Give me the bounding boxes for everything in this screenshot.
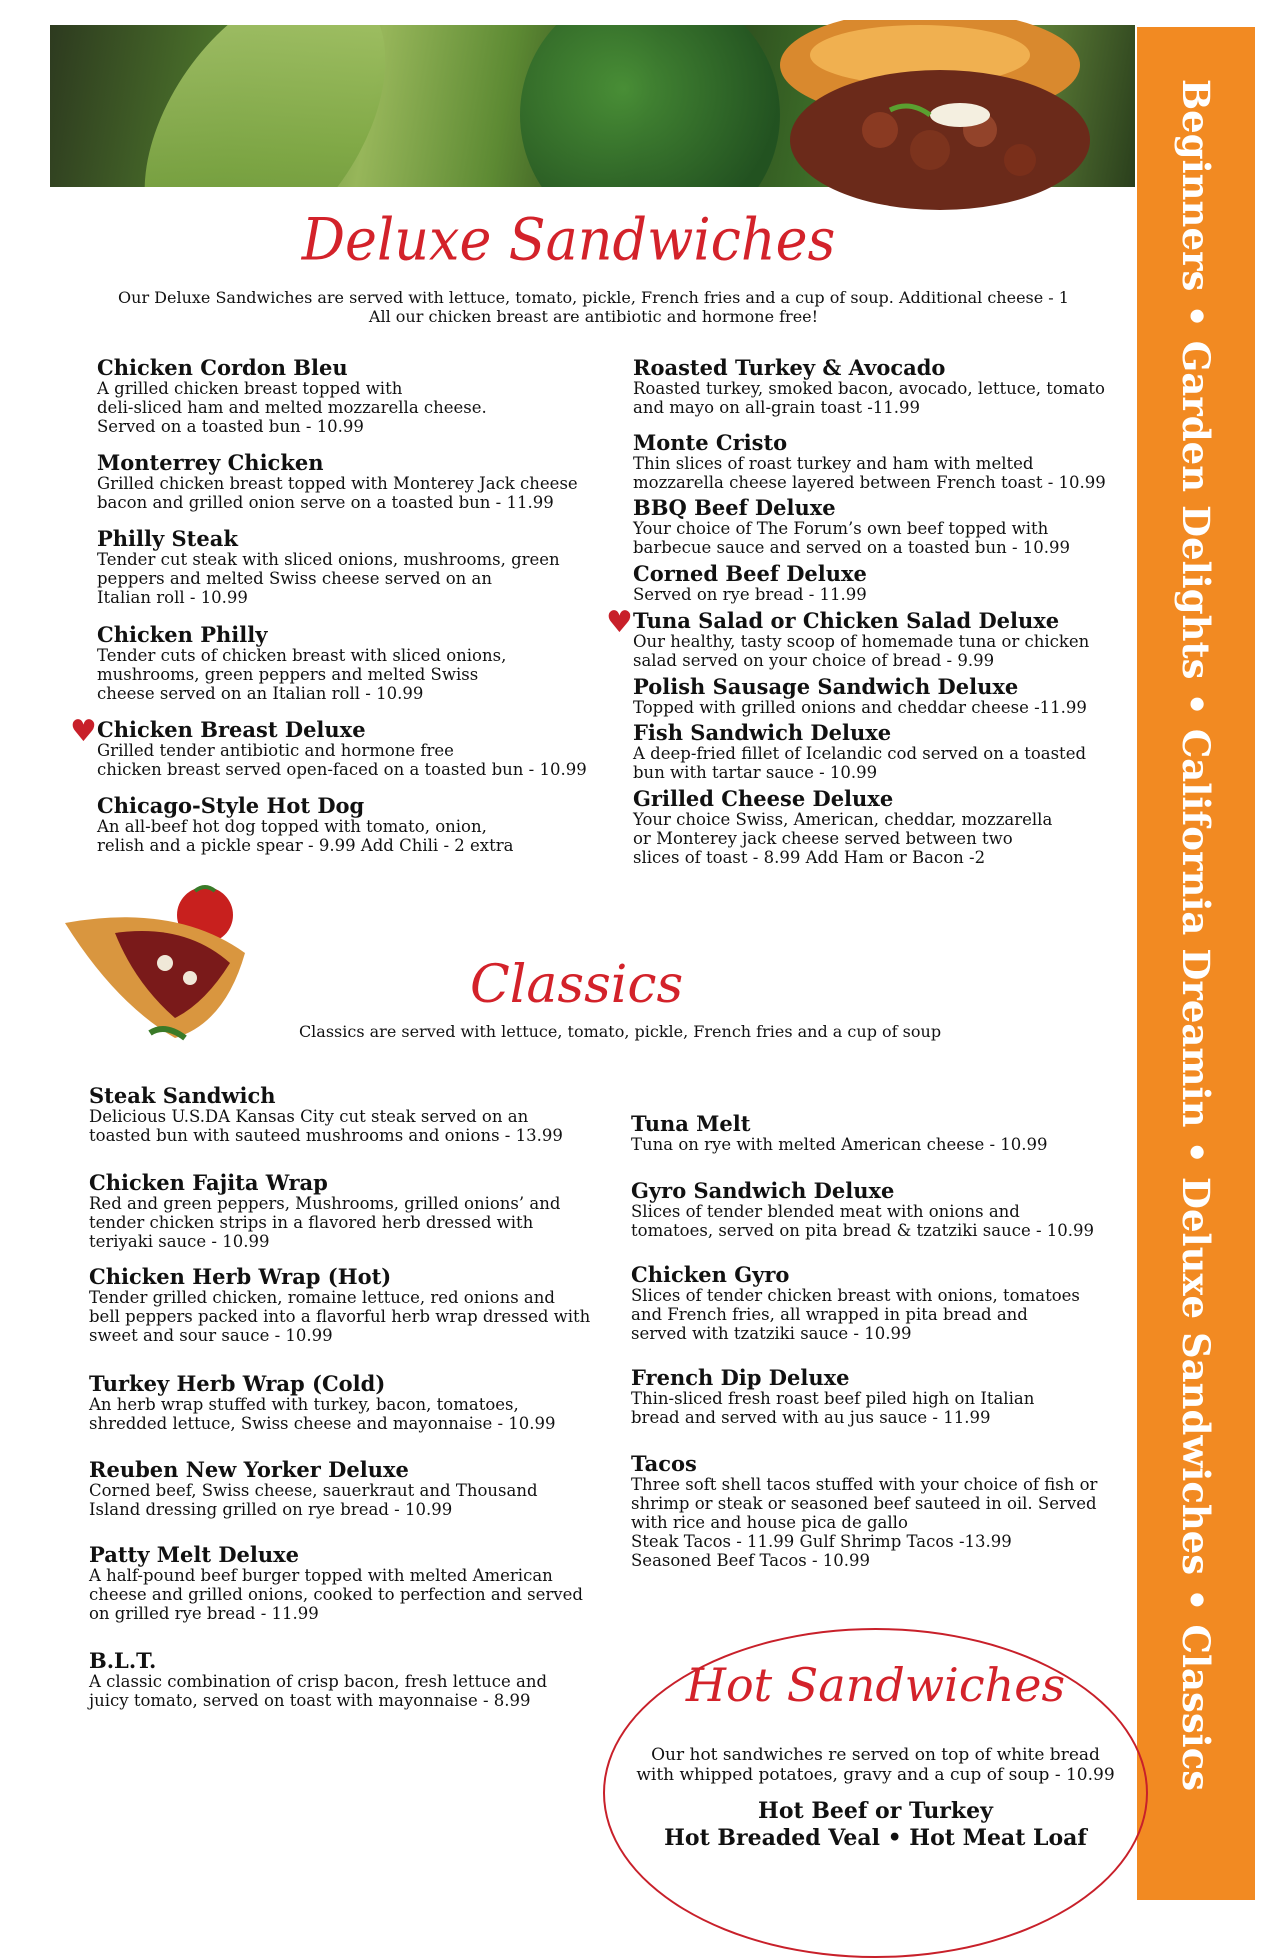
item-desc: Your choice Swiss, American, cheddar, mozzarella or Monterey jack cheese served between two slices of toast - 8.99 Add Ham or Bacon -2	[633, 810, 1053, 867]
item-name: Monterrey Chicken	[97, 450, 324, 475]
menu-item	[89, 1266, 619, 1345]
leaf-shape	[95, 25, 434, 187]
menu-item	[631, 1367, 1131, 1427]
item-desc: Grilled chicken breast topped with Monterey Jack cheese bacon and grilled onion serve on a toasted bun - 11.99	[97, 474, 578, 512]
menu-item	[633, 563, 1133, 604]
deluxe-intro-line: All our chicken breast are antibiotic and hormone free!	[368, 307, 819, 326]
item-name: BBQ Beef Deluxe	[633, 495, 836, 520]
item-name: Fish Sandwich Deluxe	[633, 720, 892, 745]
menu-item	[633, 722, 1133, 782]
item-desc: An all-beef hot dog topped with tomato, onion, relish and a pickle spear - 9.99 Add Chili - 2 extra	[97, 817, 514, 855]
menu-item	[89, 1459, 609, 1519]
item-name: Tuna Salad or Chicken Salad Deluxe	[633, 608, 1060, 633]
menu-item	[89, 1172, 609, 1251]
item-name: French Dip Deluxe	[631, 1365, 850, 1390]
menu-item	[633, 788, 1133, 867]
sandwich-photo	[770, 20, 1100, 235]
item-desc: Topped with grilled onions and cheddar cheese -11.99	[633, 698, 1087, 717]
section-title-classics: Classics	[470, 955, 684, 1015]
hot-item-line: Hot Breaded Veal • Hot Meat Loaf	[664, 1825, 1087, 1851]
item-name: Grilled Cheese Deluxe	[633, 786, 894, 811]
hot-item-line: Hot Beef or Turkey	[758, 1798, 993, 1824]
item-desc: Our healthy, tasty scoop of homemade tuna or chicken salad served on your choice of bread - 9.99	[633, 632, 1090, 670]
menu-item	[97, 357, 597, 436]
menu-item	[97, 452, 617, 512]
section-title-deluxe: Deluxe Sandwiches	[301, 205, 836, 274]
hot-intro-line: Our hot sandwiches re served on top of white bread	[651, 1745, 1100, 1765]
item-name: Chicken Herb Wrap (Hot)	[89, 1264, 392, 1289]
menu-item	[633, 432, 1133, 492]
item-name: Corned Beef Deluxe	[633, 561, 867, 586]
item-desc: Served on rye bread - 11.99	[633, 585, 867, 604]
menu-item	[606, 605, 1133, 670]
item-name: Patty Melt Deluxe	[89, 1542, 300, 1567]
item-name: B.L.T.	[89, 1648, 157, 1673]
menu-item	[633, 676, 1133, 717]
item-name: Polish Sausage Sandwich Deluxe	[633, 674, 1019, 699]
item-name: Chicken Philly	[97, 622, 268, 647]
item-desc: Your choice of The Forum’s own beef topped with barbecue sauce and served on a toasted bun - 10.99	[633, 519, 1071, 557]
wrap-photo	[55, 883, 265, 1043]
item-desc: Tender cuts of chicken breast with sliced onions, mushrooms, green peppers and melted Swiss cheese served on an Italian roll - 10.99	[97, 646, 507, 703]
menu-item	[97, 624, 597, 703]
hot-intro	[603, 1745, 1148, 1785]
item-desc: An herb wrap stuffed with turkey, bacon, tomatoes, shredded lettuce, Swiss cheese and mayonnaise - 10.99	[89, 1395, 556, 1433]
classics-intro: Classics are served with lettuce, tomato, pickle, French fries and a cup of soup	[298, 1022, 942, 1041]
item-name: Chicago-Style Hot Dog	[97, 793, 365, 818]
item-desc: Three soft shell tacos stuffed with your choice of fish or shrimp or steak or seasoned beef sauteed in oil. Served with rice and house pica de gallo Steak Tacos - 11.99 Gulf Shrimp Tacos -13.99 Seasoned Beef Tacos - 10.99	[631, 1475, 1098, 1570]
item-desc: A classic combination of crisp bacon, fresh lettuce and juicy tomato, served on toast with mayonnaise - 8.99	[89, 1672, 548, 1710]
item-desc: Tender grilled chicken, romaine lettuce, red onions and bell peppers packed into a flavorful herb wrap dressed with sweet and sour sauce - 10.99	[89, 1288, 591, 1345]
menu-item	[631, 1453, 1131, 1570]
item-desc: A grilled chicken breast topped with deli-sliced ham and melted mozzarella cheese. Served on a toasted bun - 10.99	[97, 379, 487, 436]
sidebar-categories: Beginners • Garden Delights • California Dreamin • Deluxe Sandwiches • Classics	[1174, 78, 1218, 1792]
item-desc: Thin-sliced fresh roast beef piled high on Italian bread and served with au jus sauce - 11.99	[631, 1389, 1035, 1427]
item-name: Monte Cristo	[633, 430, 788, 455]
item-name: Reuben New Yorker Deluxe	[89, 1457, 409, 1482]
menu-item	[89, 1373, 609, 1433]
deluxe-intro	[50, 288, 1137, 326]
item-name: Chicken Cordon Bleu	[97, 355, 348, 380]
heart-icon: ♥	[606, 605, 633, 640]
item-name: Gyro Sandwich Deluxe	[631, 1178, 895, 1203]
section-title-hot: Hot Sandwiches	[685, 1658, 1066, 1712]
item-name: Tacos	[631, 1451, 697, 1476]
menu-item	[97, 528, 597, 607]
item-name: Turkey Herb Wrap (Cold)	[89, 1371, 386, 1396]
leaf-shape	[520, 25, 780, 187]
item-desc: Red and green peppers, Mushrooms, grilled onions’ and tender chicken strips in a flavored herb dressed with teriyaki sauce - 10.99	[89, 1194, 561, 1251]
item-desc: Thin slices of roast turkey and ham with melted mozzarella cheese layered between French toast - 10.99	[633, 454, 1106, 492]
deluxe-intro-line: Our Deluxe Sandwiches are served with lettuce, tomato, pickle, French fries and a cup of soup. Additional cheese - 1	[118, 288, 1069, 307]
menu-item	[89, 1085, 609, 1145]
menu-item	[89, 1650, 609, 1710]
menu-item	[89, 1544, 619, 1623]
menu-item	[633, 357, 1133, 417]
item-name: Tuna Melt	[631, 1111, 751, 1136]
hot-items	[603, 1798, 1148, 1852]
item-desc: Roasted turkey, smoked bacon, avocado, lettuce, tomato and mayo on all-grain toast -11.99	[633, 379, 1105, 417]
item-name: Chicken Fajita Wrap	[89, 1170, 328, 1195]
heart-icon: ♥	[70, 714, 97, 749]
item-desc: Delicious U.S.DA Kansas City cut steak served on an toasted bun with sauteed mushrooms and onions - 13.99	[89, 1107, 563, 1145]
item-desc: Slices of tender chicken breast with onions, tomatoes and French fries, all wrapped in pita bread and served with tzatziki sauce - 10.99	[631, 1286, 1080, 1343]
hot-intro-line: with whipped potatoes, gravy and a cup of soup - 10.99	[636, 1765, 1115, 1785]
menu-item	[70, 714, 617, 779]
item-desc: A half-pound beef burger topped with melted American cheese and grilled onions, cooked to perfection and served on grilled rye bread - 11.99	[89, 1566, 583, 1623]
menu-item	[631, 1180, 1131, 1240]
item-desc: A deep-fried fillet of Icelandic cod served on a toasted bun with tartar sauce - 10.99	[633, 744, 1087, 782]
menu-item	[97, 795, 597, 855]
item-name: Chicken Breast Deluxe	[97, 717, 366, 742]
item-desc: Grilled tender antibiotic and hormone free chicken breast served open-faced on a toasted bun - 10.99	[97, 741, 587, 779]
menu-item	[631, 1264, 1131, 1343]
menu-item	[631, 1113, 1131, 1154]
item-name: Chicken Gyro	[631, 1262, 790, 1287]
item-name: Steak Sandwich	[89, 1083, 276, 1108]
item-desc: Corned beef, Swiss cheese, sauerkraut and Thousand Island dressing grilled on rye bread - 10.99	[89, 1481, 538, 1519]
item-name: Philly Steak	[97, 526, 238, 551]
item-desc: Tender cut steak with sliced onions, mushrooms, green peppers and melted Swiss cheese served on an Italian roll - 10.99	[97, 550, 560, 607]
item-desc: Slices of tender blended meat with onions and tomatoes, served on pita bread & tzatziki sauce - 10.99	[631, 1202, 1095, 1240]
item-name: Roasted Turkey & Avocado	[633, 355, 946, 380]
item-desc: Tuna on rye with melted American cheese - 10.99	[631, 1135, 1048, 1154]
menu-item	[633, 497, 1133, 557]
